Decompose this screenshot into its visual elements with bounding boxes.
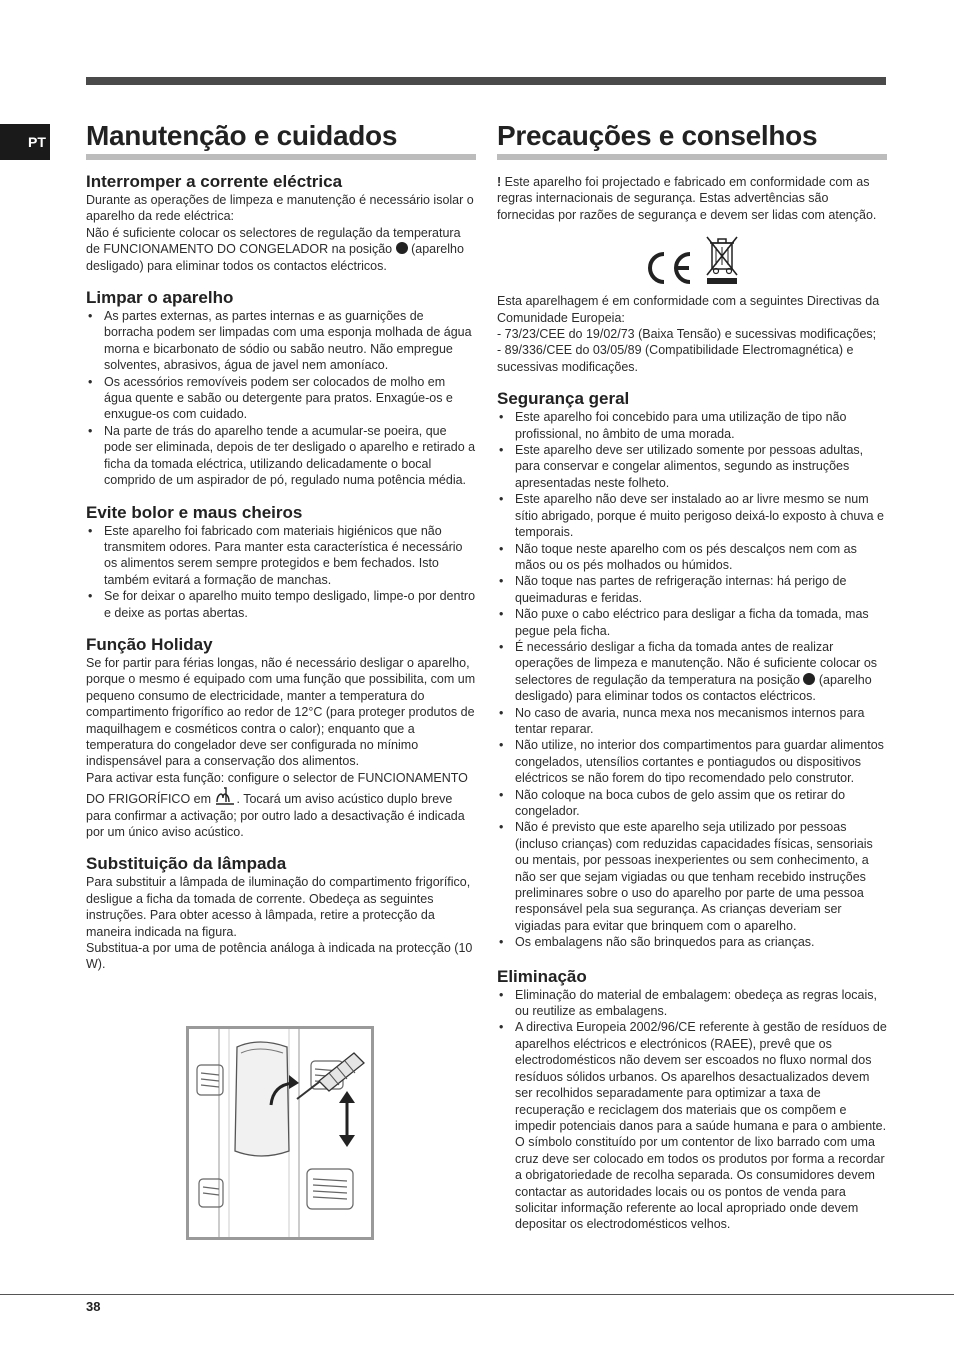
- list-item: • Na parte de trás do aparelho tende a acumular-se poeira, que pode ser eliminada, depois de ter desligado o aparelho e retirado a ficha da tomada eléctrica, utilizando delicadamente o bocal comprido de um aspirador de pó, regulado numa potência média.: [86, 423, 476, 489]
- list-item: • Não toque neste aparelho com os pés descalços nem com as mãos ou os pés molhados ou húmidos.: [497, 541, 887, 574]
- section-heading: Evite bolor e maus cheiros: [86, 502, 303, 522]
- section-power-off: [86, 172, 476, 274]
- list-item: • Não toque nas partes de refrigeração internas: há perigo de queimaduras e feridas.: [497, 573, 887, 606]
- paragraph: Não é suficiente colocar os selectores de regulação da temperatura de FUNCIONAMENTO DO CONGELADOR na posição (aparelho desligado) para eliminar todos os contactos eléctricos.: [86, 225, 464, 273]
- list-item: • Não utilize, no interior dos compartimentos para guardar alimentos congelados, utensílios cortantes e pontiagudos ou dispositivos eléctricos se não forem do tipo recomendado pelo construtor.: [497, 737, 887, 786]
- list-item: • Não coloque na boca cubos de gelo assim que os retirar do congelador.: [497, 787, 887, 820]
- lamp-removal-drawing: [189, 1029, 371, 1237]
- right-column: [497, 118, 887, 1233]
- section-heading: Interromper a corrente eléctrica: [86, 172, 343, 191]
- bullet-list: [86, 308, 476, 488]
- section-disposal: [497, 967, 887, 1233]
- compliance-text: - 73/23/CEE do 19/02/73 (Baixa Tensão) e sucessivas modificações;: [497, 327, 877, 342]
- filled-circle-icon: [396, 242, 408, 254]
- section-mould: [86, 503, 476, 621]
- list-item: • Este aparelho não deve ser instalado ao ar livre mesmo se num sítio abrigado, porque é muito perigoso deixá-lo exposto à chuva e temporais.: [497, 491, 887, 540]
- maintenance-title: Manutenção e cuidados: [86, 118, 476, 160]
- compliance-text: Esta aparelhagem é em conformidade com a seguintes Directivas da Comunidade Europeia:: [497, 294, 880, 325]
- language-tab: PT: [0, 124, 50, 160]
- section-heading: Função Holiday: [86, 634, 213, 654]
- section-heading: Substituição da lâmpada: [86, 854, 287, 874]
- crossed-bin-icon: [704, 235, 740, 285]
- ce-mark-icon: [644, 251, 694, 285]
- left-column: [86, 118, 476, 973]
- bullet-list: [497, 409, 887, 950]
- paragraph: Durante as operações de limpeza e manutenção é necessário isolar o aparelho da rede eléctrica:: [86, 193, 474, 224]
- section-heading: Eliminação: [497, 966, 587, 986]
- bullet-list: [497, 987, 887, 1233]
- list-item: • Este aparelho foi concebido para uma utilização de tipo não profissional, no âmbito de uma morada.: [497, 409, 887, 442]
- precautions-title: Precauções e conselhos: [497, 118, 887, 160]
- list-item: • No caso de avaria, nunca mexa nos mecanismos internos para tentar reparar.: [497, 705, 887, 738]
- list-item: • Este aparelho deve ser utilizado somente por pessoas adultas, para conservar e congelar alimentos, segundo as instruções apresentadas neste folheto.: [497, 442, 887, 491]
- list-item: • Este aparelho foi fabricado com materiais higiénicos que não transmitem odores. Para manter esta característica é necessário os alimentos serem sempre protegidos e bem fechados. Isto também evitará a formação de manchas.: [86, 523, 476, 589]
- section-heading: Segurança geral: [497, 389, 630, 409]
- section-holiday: [86, 635, 476, 840]
- section-heading: Limpar o aparelho: [86, 288, 234, 308]
- conformity-marks: [497, 231, 887, 285]
- paragraph: Para substituir a lâmpada de iluminação do compartimento frigorífico, desligue a ficha da tomada de corrente. Obedeça as seguintes instruções. Para obter acesso à lâmpada, retire a protecção da maneira indicada na figura.: [86, 875, 471, 939]
- bullet-list: [86, 523, 476, 621]
- section-lamp: [86, 854, 476, 972]
- paragraph: Se for partir para férias longas, não é necessário desligar o aparelho, porque o mesmo é equipado com uma função que possibilita, com um pequeno consumo de electricidade, manter a temperatura do compartimento frigorífico ao redor de 12°C (para proteger produtos de maquilhagem e cosméticos contra o calor); enquanto que a temperatura do congelador deve ser configurada no mínimo indispensável para a conservação dos alimentos.: [86, 655, 476, 769]
- list-item: • Eliminação do material de embalagem: obedeça as regras locais, ou reutilize as embalagens.: [497, 987, 887, 1020]
- holiday-icon: [214, 786, 236, 806]
- paragraph: Substitua-a por uma de potência análoga à indicada na protecção (10 W).: [86, 941, 473, 972]
- top-rule: [86, 77, 886, 85]
- page-number: 38: [86, 1299, 101, 1314]
- lamp-cover-illustration: [186, 1026, 374, 1240]
- filled-circle-icon: [803, 673, 815, 685]
- footer-rule: [0, 1294, 954, 1295]
- list-item: • A directiva Europeia 2002/96/CE referente à gestão de resíduos de aparelhos eléctricos e electrónicos (RAEE), prevê que os electrodomésticos não devem ser escoados no fluxo normal dos resíduos sólidos urbanos. Os aparelhos desactualizados devem ser recolhidos separadamente para optimizar a taxa de recuperação e reciclagem dos materiais que os compõem e impedir potenciais danos para a saúde humana e para o ambiente. O símbolo constituído por um contentor de lixo barrado com uma cruz deve ser colocado em todos os produtos por forma a recordar a obrigatoriedade de recolha separada. Os consumidores devem contactar as autoridades locais ou os pontos de venda para solicitar informação referente ao local apropriado onde devem depositar os electrodomésticos velhos.: [497, 1019, 887, 1232]
- list-item: • Os embalagens não são brinquedos para as crianças.: [497, 934, 887, 950]
- list-item: • É necessário desligar a ficha da tomada antes de realizar operações de limpeza e manutenção. Não é suficiente colocar os selectores de regulação da temperatura na posição (aparelho desligado) para eliminar todos os contactos eléctricos.: [497, 639, 887, 705]
- list-item: • Não puxe o cabo eléctrico para desligar a ficha da tomada, mas pegue pela ficha.: [497, 606, 887, 639]
- list-item: • As partes externas, as partes internas e as guarnições de borracha podem ser limpadas com uma esponja molhada de água morna e bicarbonato de sódio ou sabão neutro. Não empregue solventes, abrasivos, água de javel nem amoníaco.: [86, 308, 476, 374]
- section-general-safety: [497, 389, 887, 950]
- compliance-text: - 89/336/CEE do 03/05/89 (Compatibilidade Electromagnética) e sucessivas modificações.: [497, 343, 854, 374]
- list-item: • Se for deixar o aparelho muito tempo desligado, limpe-o por dentro e deixe as portas abertas.: [86, 588, 476, 621]
- intro-paragraph: ! Este aparelho foi projectado e fabricado em conformidade com as regras internacionais de segurança. Estas advertências são fornecidas por razões de segurança e devem ser lidas com atenção.: [497, 175, 877, 222]
- paragraph: Para activar esta função: configure o selector de FUNCIONAMENTO DO FRIGORÍFICO em . Tocará um aviso acústico duplo breve para confirmar a activação; por outro lado a desactivação é indicada por um único aviso acústico.: [86, 770, 468, 839]
- list-item: • Os acessórios removíveis podem ser colocados de molho em água quente e sabão ou detergente para pratos. Enxagúe-os e enxugue-os com cuidado.: [86, 374, 476, 423]
- section-cleaning: [86, 288, 476, 488]
- list-item: • Não é previsto que este aparelho seja utilizado por pessoas (incluso crianças) com reduzidas capacidades físicas, sensoriais ou mentais, por pessoas inexperientes ou sem conhecimento, a não ser que sejam vigiadas ou que tenham recebido instruções preliminares sobre o uso do aparelho por parte de uma pessoa responsável pela sua segurança. As crianças deveriam ser vigiadas para evitar que brinquem com o aparelho.: [497, 819, 887, 934]
